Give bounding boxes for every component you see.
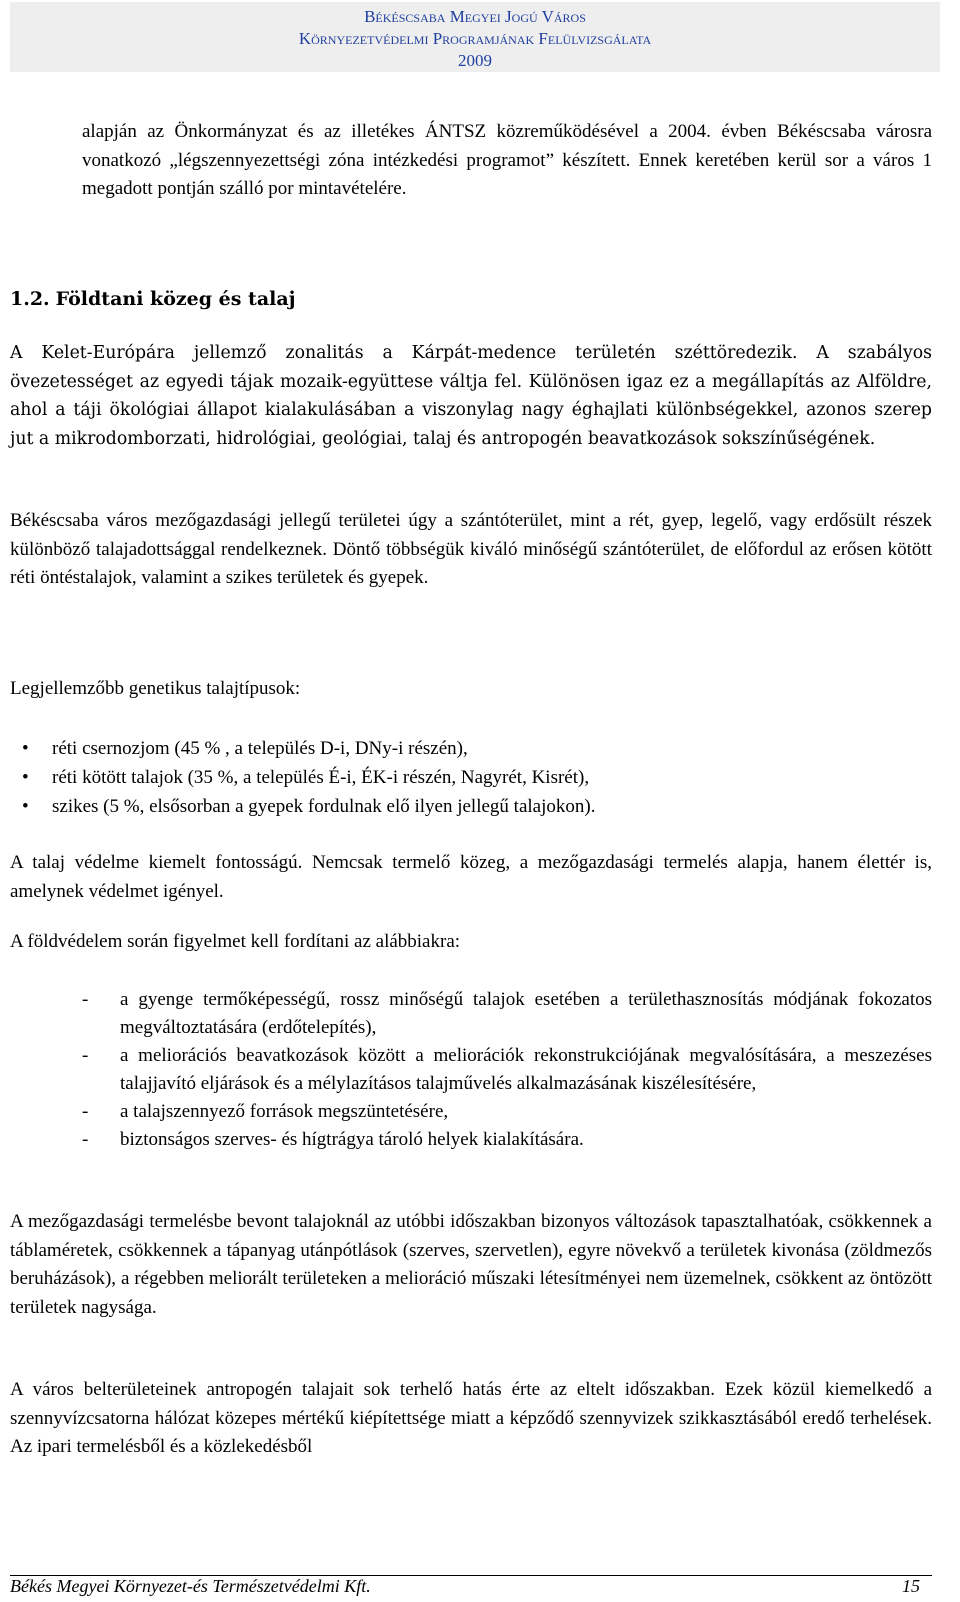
- paragraph-urban-soils: A város belterületeinek antropogén talajait sok terhelő hatás érte az eltelt időszakban. Ezek közül kiemelkedő a szennyvízcsatorna hálózat közepes mértékű kiépítettsége miatt a képződő szennyvizek szikkasztásából eredő terhelések. Az ipari termelésből és a közlekedésből: [10, 1379, 932, 1457]
- list-item: - a meliorációs beavatkozások között a meliorációk rekonstrukciójának megvalósítására, a meszezéses talajjavító eljárások és a mélylazításos talajművelés alkalmazásának kiszélesítésére,: [82, 1042, 932, 1098]
- section-number: 1.2.: [10, 288, 50, 310]
- list-item: - a talajszennyező források megszüntetésére,: [82, 1098, 932, 1126]
- page-header: [10, 2, 940, 72]
- header-year: 2009: [458, 51, 492, 70]
- dash-marker: -: [82, 989, 89, 1010]
- paragraph-soil-protection: A talaj védelme kiemelt fontosságú. Nemcsak termelő közeg, a mezőgazdasági termelés alapja, hanem élettér is, amelynek védelmet igényel.: [10, 852, 932, 902]
- paragraph-land-protection-intro: A földvédelem során figyelmet kell fordítani az alábbiakra:: [10, 931, 461, 952]
- bullet-icon: •: [22, 738, 29, 759]
- paragraph-soil-types-intro: Legjellemzőbb genetikus talajtípusok:: [10, 678, 301, 699]
- list-item: - a gyenge termőképességű, rossz minőségű talajok esetében a területhasznosítás módjának fokozatos megváltoztatására (erdőtelepítés),: [82, 986, 932, 1042]
- section-heading: [10, 288, 302, 310]
- dash-marker: -: [82, 1129, 89, 1150]
- section-title: Földtani közeg és talaj: [55, 288, 296, 310]
- protection-list: [82, 986, 932, 1154]
- soil-types-list: [10, 734, 910, 821]
- footer-organization: Békés Megyei Környezet-és Természetvédelmi Kft.: [10, 1576, 371, 1596]
- paragraph-zonality: A Kelet-Európára jellemző zonalitás a Kárpát-medence területén széttöredezik. A szabályos övezetességet az egyedi tájak mozaik-együttese váltja fel. Különösen igaz ez a megállapítás az Alföldre, ahol a táji ökológiai állapot kialakulásában a viszonylag nagy éghajlati különbségekkel, azonos szerep jut a mikrodomborzati, hidrológiai, geológiai, talaj és antropogén beavatkozások sokszínűségének.: [10, 343, 932, 449]
- list-item: • szikes (5 %, elsősorban a gyepek fordulnak elő ilyen jellegű talajokon).: [10, 792, 910, 821]
- page-footer: [10, 1576, 932, 1597]
- header-city: Békéscsaba Megyei Jogú Város: [364, 7, 586, 26]
- header-program: Környezetvédelmi Programjának Felülvizsgálata: [298, 29, 652, 48]
- dash-marker: -: [82, 1101, 89, 1122]
- list-item: - biztonságos szerves- és hígtrágya tároló helyek kialakítására.: [82, 1126, 932, 1154]
- dash-marker: -: [82, 1045, 89, 1066]
- list-item: • réti csernozjom (45 % , a település D-i, DNy-i részén),: [10, 734, 910, 763]
- list-item: • réti kötött talajok (35 %, a település É-i, ÉK-i részén, Nagyrét, Kisrét),: [10, 763, 910, 792]
- bullet-icon: •: [22, 796, 29, 817]
- page-number: 15: [902, 1576, 920, 1596]
- paragraph-agricultural-changes: A mezőgazdasági termelésbe bevont talajoknál az utóbbi időszakban bizonyos változások tapasztalhatóak, csökkennek a táblaméretek, csökkennek a tápanyag utánpótlások (szerves, szervetlen), egyre növekvő a területek kivonása (zöldmezős beruházások), a régebben meliorált területeken a melioráció műszaki létesítményei nem üzemelnek, csökkent az öntözött területek nagysága.: [10, 1211, 932, 1318]
- paragraph-air-quality: alapján az Önkormányzat és az illetékes ÁNTSZ közreműködésével a 2004. évben Békéscsaba városra vonatkozó „légszennyezettségi zóna intézkedési programot” készített. Ennek keretében kerül sor a város 1 megadott pontján szálló por mintavételére.: [82, 121, 932, 199]
- bullet-icon: •: [22, 767, 29, 788]
- paragraph-agricultural-areas: Békéscsaba város mezőgazdasági jellegű területei úgy a szántóterület, mint a rét, gyep, legelő, vagy erdősült részek különböző talajadottsággal rendelkeznek. Döntő többségük kiváló minőségű szántóterület, de előfordul az erősen kötött réti öntéstalajok, valamint a szikes területek és gyepek.: [10, 510, 932, 588]
